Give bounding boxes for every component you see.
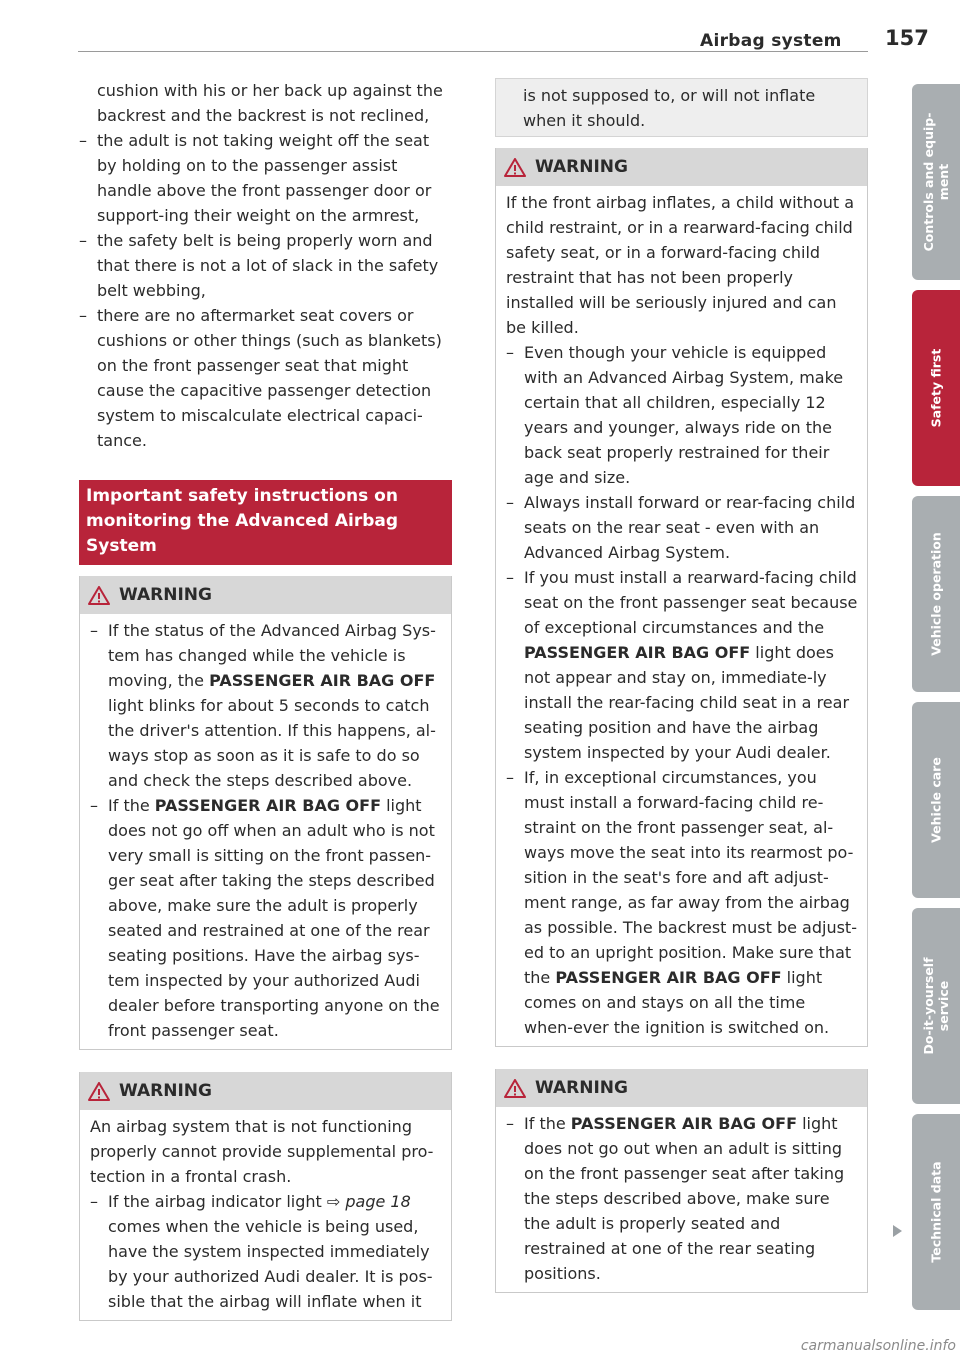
warning-box: [495, 1069, 868, 1293]
list-item: – If the PASSENGER AIR BAG OFF light does not go off when an adult who is not very small is sitting on the front passen-ger seat after taking the steps described above, make sure the adult is properly seated and restrained at one of the rear seating positions. Have the airbag sys-tem inspected by your authorized Audi dealer before transporting anyone on the front passenger seat.: [90, 796, 440, 1040]
page-number: 157: [885, 26, 929, 50]
warning-triangle-icon: [504, 158, 526, 177]
warning-header: [80, 576, 451, 614]
running-header-title: Airbag system: [700, 31, 842, 51]
header-divider: [78, 51, 868, 52]
section-heading: Important safety instructions on monitoring the Advanced Airbag System: [79, 480, 452, 565]
warning-box: [79, 1072, 452, 1321]
list-item: – the safety belt is being properly worn and that there is not a lot of slack in the safety belt webbing,: [79, 231, 439, 300]
page-reference-link[interactable]: ⇨ page 18: [326, 1192, 411, 1211]
list-item: – the adult is not taking weight off the seat by holding on to the passenger assist handle above the front passenger door or support-ing their weight on the armrest,: [79, 131, 432, 225]
tab-vehicle-care[interactable]: Vehicle care: [912, 702, 960, 898]
warning-box: [495, 148, 868, 1047]
warning-label: WARNING: [119, 584, 212, 605]
warning-label: WARNING: [535, 156, 628, 177]
condition-list: [79, 128, 452, 453]
warning-label: WARNING: [119, 1080, 212, 1101]
tab-technical-data[interactable]: Technical data: [912, 1114, 960, 1310]
warning-triangle-icon: [504, 1079, 526, 1098]
list-item: – If, in exceptional circumstances, you must install a forward-facing child re-straint on the front passenger seat, al-ways move the seat into its rearmost po-sition in the seat's fore and aft adjust-ment range, as far away from the airbag as possible. The backrest must be adjust-ed to an upright position. Make sure that the PASSENGER AIR BAG OFF light comes on and stays on all the time when-ever the ignition is switched on.: [506, 768, 857, 1037]
warning-paragraph: An airbag system that is not functioning properly cannot provide supplemental pro-tection in a frontal crash.: [90, 1117, 434, 1186]
continued-note-box: is not supposed to, or will not inflate when it should.: [495, 78, 868, 137]
tab-safety-first[interactable]: Safety first: [912, 290, 960, 486]
warning-triangle-icon: [88, 1082, 110, 1101]
list-item: – If the airbag indicator light ⇨ page 18 comes when the vehicle is being used, have the system inspected immediately by your authorized Audi dealer. It is pos-sible that the airbag will inflate when it: [90, 1192, 433, 1311]
warning-box: [79, 576, 452, 1050]
tab-do-it-yourself-service[interactable]: Do-it-yourself service: [912, 908, 960, 1104]
warning-triangle-icon: [88, 586, 110, 605]
warning-paragraph: If the front airbag inflates, a child without a child restraint, or in a rearward-facing child safety seat, or in a forward-facing child restraint that has not been properly installed will be seriously injured and can be killed.: [506, 193, 855, 337]
warning-header: [80, 1072, 451, 1110]
warning-header: [496, 1069, 867, 1107]
list-item: – If you must install a rearward-facing child seat on the front passenger seat because of exceptional circumstances and the PASSENGER AIR BAG OFF light does not appear and stay on, immediate-ly install the rear-facing child seat in a rear seating position and have the airbag system inspected by your Audi dealer.: [506, 568, 858, 762]
list-item: – Even though your vehicle is equipped with an Advanced Airbag System, make certain that all children, especially 12 years and younger, always ride on the back seat properly restrained for their age and size.: [506, 343, 844, 487]
left-column: [79, 78, 452, 1321]
continued-arrow-icon: [893, 1225, 902, 1237]
list-item: – If the status of the Advanced Airbag Sys-tem has changed while the vehicle is moving, the PASSENGER AIR BAG OFF light blinks for about 5 seconds to catch the driver's attention. If this happens, al-ways stop as soon as it is safe to do so and check the steps described above.: [90, 621, 436, 790]
list-item: – there are no aftermarket seat covers or cushions or other things (such as blankets) on the front passenger seat that might cause the capacitive passenger detection system to miscalculate electrical capaci-tance.: [79, 306, 442, 450]
list-item: – If the PASSENGER AIR BAG OFF light does not go out when an adult is sitting on the front passenger seat after taking the steps described above, make sure the adult is properly seated and restrained at one of the rear seating positions.: [506, 1114, 845, 1283]
tab-vehicle-operation[interactable]: Vehicle operation: [912, 496, 960, 692]
continued-text: cushion with his or her back up against the backrest and the backrest is not reclined,: [97, 81, 443, 125]
list-item: – Always install forward or rear-facing child seats on the rear seat - even with an Advanced Airbag System.: [506, 493, 856, 562]
warning-header: [496, 148, 867, 186]
watermark: carmanualsonline.info: [800, 1338, 956, 1354]
warning-label: WARNING: [535, 1077, 628, 1098]
right-column: [495, 78, 868, 1293]
tab-controls-and-equipment[interactable]: Controls and equip- ment: [912, 84, 960, 280]
